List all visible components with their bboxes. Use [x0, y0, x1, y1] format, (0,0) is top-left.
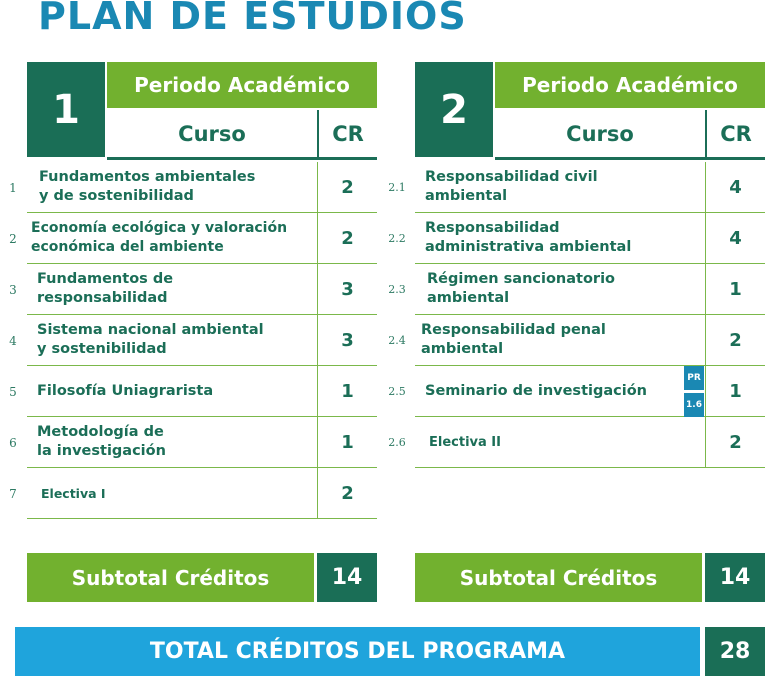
row-index: 2	[9, 231, 17, 246]
subtotal-label: Subtotal Créditos	[415, 553, 702, 602]
course-credits: 1	[705, 366, 765, 417]
row-index: 2.1	[388, 181, 406, 194]
course-credits: 2	[705, 315, 765, 366]
course-credits: 2	[317, 162, 377, 213]
subtotal-value: 14	[317, 553, 377, 602]
course-name: Metodología de la investigación	[37, 424, 166, 459]
prerequisite-badge	[684, 366, 704, 417]
course-credits: 3	[317, 264, 377, 315]
row-index: 7	[9, 486, 17, 501]
course-credits: 4	[705, 162, 765, 213]
row-index: 5	[9, 384, 17, 399]
row-index: 3	[9, 282, 17, 297]
course-name: Seminario de investigación	[425, 382, 647, 399]
total-label: TOTAL CRÉDITOS DEL PROGRAMA	[15, 627, 700, 676]
periodo-header: Periodo Académico	[107, 62, 377, 108]
curso-header: Curso	[495, 110, 705, 160]
row-index: 2.4	[388, 334, 406, 347]
course-name: Responsabilidad administrativa ambiental	[425, 220, 632, 255]
course-credits: 2	[317, 468, 377, 519]
prerequisite-value: 1.6	[684, 393, 704, 417]
course-name: Régimen sancionatorio ambiental	[427, 271, 616, 306]
course-credits: 1	[705, 264, 765, 315]
course-credits: 2	[317, 213, 377, 264]
row-index: 2.5	[388, 385, 406, 398]
page-title: PLAN DE ESTUDIOS	[38, 0, 467, 38]
course-name: Fundamentos de responsabilidad	[37, 271, 174, 306]
row-index: 2.3	[388, 283, 406, 296]
course-name: Fundamentos ambientales y de sostenibilidad	[39, 169, 256, 204]
row-index: 4	[9, 333, 17, 348]
period-number: 2	[415, 62, 493, 157]
curso-header: Curso	[107, 110, 317, 160]
course-row	[9, 315, 377, 366]
row-index: 2.2	[388, 232, 406, 245]
course-row	[9, 366, 377, 417]
course-credits: 1	[317, 417, 377, 468]
course-row	[388, 264, 765, 315]
course-row	[388, 213, 765, 264]
course-row	[388, 162, 765, 213]
subtotal-value: 14	[705, 553, 765, 602]
prerequisite-label: PR	[684, 366, 704, 390]
course-row	[9, 162, 377, 213]
course-row	[9, 264, 377, 315]
course-name: Electiva II	[429, 434, 501, 450]
cr-header: CR	[705, 110, 765, 160]
row-index: 6	[9, 435, 17, 450]
total-credits-bar	[15, 627, 765, 676]
course-credits: 2	[705, 417, 765, 468]
subtotal-period-1	[27, 553, 377, 602]
course-name: Sistema nacional ambiental y sostenibilidad	[37, 322, 264, 357]
course-row	[9, 213, 377, 264]
course-name: Responsabilidad civil ambiental	[425, 169, 598, 204]
course-row	[9, 468, 377, 519]
row-index: 1	[9, 180, 17, 195]
course-row	[388, 417, 765, 468]
course-credits: 3	[317, 315, 377, 366]
course-row	[388, 366, 765, 417]
periodo-header: Periodo Académico	[495, 62, 765, 108]
course-name: Electiva I	[41, 485, 106, 501]
course-name: Economía ecológica y valoración económica del ambiente	[31, 220, 288, 255]
subtotal-period-2	[415, 553, 765, 602]
course-name: Filosofía Uniagrarista	[37, 382, 214, 399]
period-number: 1	[27, 62, 105, 157]
course-row	[388, 315, 765, 366]
course-name: Responsabilidad penal ambiental	[421, 322, 606, 357]
total-value: 28	[705, 627, 765, 676]
course-credits: 1	[317, 366, 377, 417]
course-row	[9, 417, 377, 468]
cr-header: CR	[317, 110, 377, 160]
course-credits: 4	[705, 213, 765, 264]
row-index: 2.6	[388, 436, 406, 449]
subtotal-label: Subtotal Créditos	[27, 553, 314, 602]
